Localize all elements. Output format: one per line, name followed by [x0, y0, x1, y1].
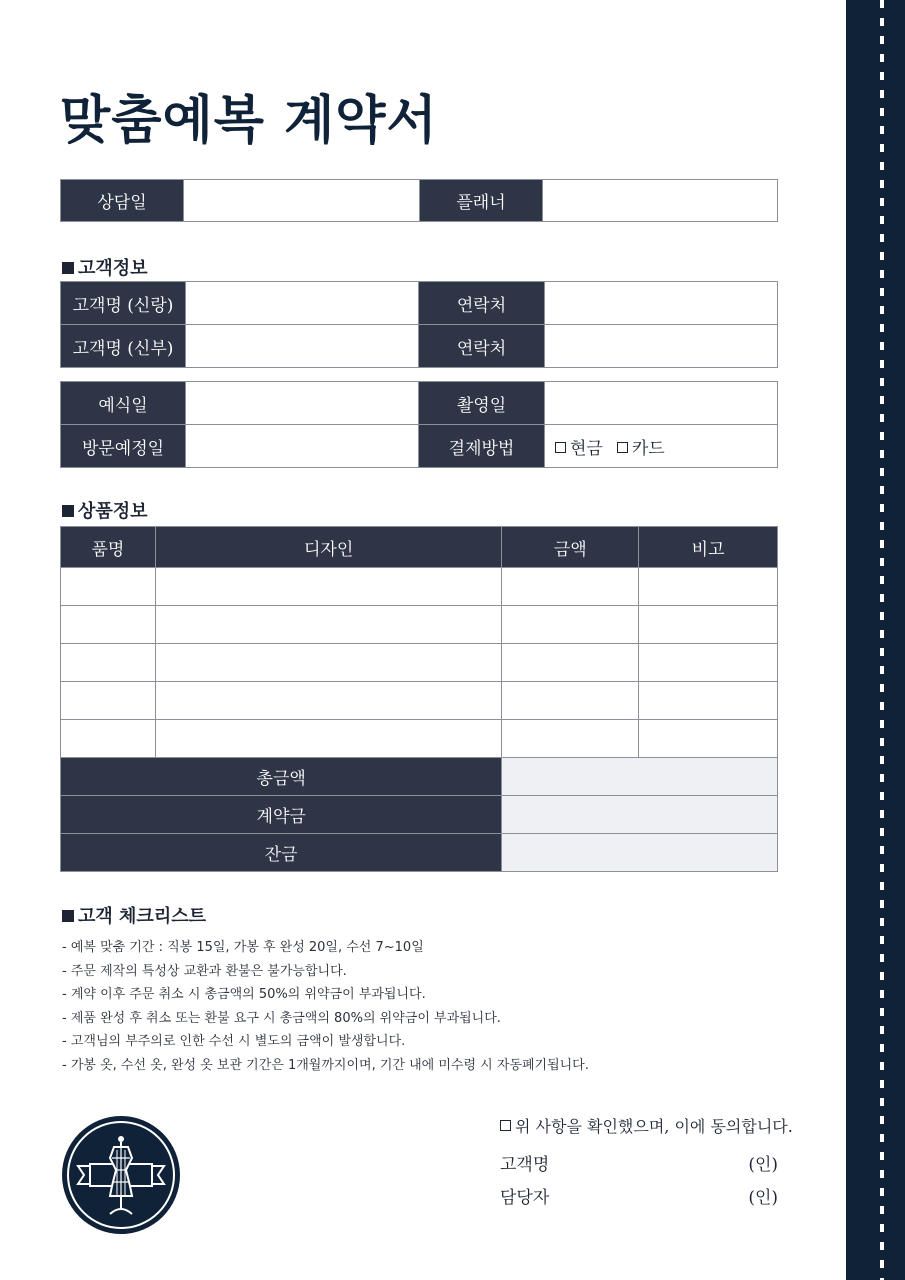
balance-label: 잔금 — [61, 834, 502, 872]
table-row — [61, 720, 778, 758]
consult-date-field[interactable] — [184, 180, 420, 221]
price-cell[interactable] — [502, 720, 639, 758]
item-cell[interactable] — [61, 568, 156, 606]
contact2-label: 연락처 — [419, 325, 545, 367]
item-cell[interactable] — [61, 720, 156, 758]
payment-method-options — [545, 425, 777, 467]
price-cell[interactable] — [502, 682, 639, 720]
list-item: - 계약 이후 주문 취소 시 총금액의 50%의 위약금이 부과됩니다. — [62, 987, 426, 1002]
customer-sign-label: 고객명 — [500, 1155, 550, 1175]
list-item: - 고객님의 부주의로 인한 수선 시 별도의 금액이 발생합니다. — [62, 1034, 406, 1049]
stitch-line — [880, 0, 884, 1280]
customer-seal-mark[interactable]: (인) — [748, 1155, 778, 1175]
photo-date-label: 촬영일 — [419, 382, 545, 424]
side-band — [846, 0, 905, 1280]
schedule-box — [60, 381, 778, 468]
design-cell[interactable] — [155, 644, 501, 682]
design-cell[interactable] — [155, 682, 501, 720]
col-header-item: 품명 — [61, 527, 156, 568]
wedding-date-label: 예식일 — [61, 382, 186, 424]
checkbox-icon[interactable] — [500, 1120, 511, 1131]
customer-section-title: 고객정보 — [62, 254, 148, 280]
checklist-section-title: 고객 체크리스트 — [62, 902, 206, 928]
contact1-label: 연락처 — [419, 282, 545, 324]
design-cell[interactable] — [155, 720, 501, 758]
note-cell[interactable] — [639, 720, 778, 758]
product-table — [60, 526, 778, 872]
design-cell[interactable] — [155, 568, 501, 606]
checkbox-icon[interactable] — [617, 442, 628, 453]
note-cell[interactable] — [639, 568, 778, 606]
deposit-label: 계약금 — [61, 796, 502, 834]
square-bullet-icon — [62, 262, 74, 274]
square-bullet-icon — [62, 505, 74, 517]
item-cell[interactable] — [61, 606, 156, 644]
planner-field[interactable] — [543, 180, 777, 221]
payment-method-label: 결제방법 — [419, 425, 545, 467]
staff-sign-label: 담당자 — [500, 1188, 550, 1208]
item-cell[interactable] — [61, 644, 156, 682]
bride-label: 고객명 (신부) — [61, 325, 186, 367]
visit-date-field[interactable] — [186, 425, 419, 467]
deposit-field[interactable] — [502, 796, 778, 834]
col-header-price: 금액 — [502, 527, 639, 568]
item-cell[interactable] — [61, 682, 156, 720]
staff-seal-mark[interactable]: (인) — [748, 1188, 778, 1208]
table-row — [61, 568, 778, 606]
dress-form-icon — [60, 1114, 182, 1236]
total-amount-field[interactable] — [502, 758, 778, 796]
checkbox-icon[interactable] — [555, 442, 566, 453]
consult-label: 상담일 — [61, 180, 184, 221]
price-cell[interactable] — [502, 606, 639, 644]
square-bullet-icon — [62, 910, 74, 922]
list-item: - 주문 제작의 특성상 교환과 환불은 불가능합니다. — [62, 963, 347, 979]
agreement-checkbox[interactable]: 위 사항을 확인했으며, 이에 동의합니다. — [500, 1114, 793, 1137]
customer-sign-row — [500, 1150, 778, 1175]
product-section-title: 상품정보 — [62, 497, 148, 523]
payment-card-option[interactable]: 카드 — [617, 434, 665, 459]
groom-name-field[interactable] — [186, 282, 419, 324]
total-amount-label: 총금액 — [61, 758, 502, 796]
page-title: 맞춤예복 계약서 — [60, 90, 438, 151]
bride-contact-field[interactable] — [545, 325, 777, 367]
price-cell[interactable] — [502, 644, 639, 682]
list-item: - 가봉 옷, 수선 옷, 완성 옷 보관 기간은 1개월까지이며, 기간 내에 미수령 시 자동폐기됩니다. — [62, 1057, 589, 1073]
note-cell[interactable] — [639, 606, 778, 644]
checklist — [62, 936, 589, 1077]
bride-name-field[interactable] — [186, 325, 419, 367]
price-cell[interactable] — [502, 568, 639, 606]
consult-row — [60, 179, 778, 222]
list-item: - 예복 맞춤 기간 : 직봉 15일, 가봉 후 완성 20일, 수선 7~10일 — [62, 940, 424, 955]
photo-date-field[interactable] — [545, 382, 777, 424]
groom-label: 고객명 (신랑) — [61, 282, 186, 324]
groom-contact-field[interactable] — [545, 282, 777, 324]
table-row — [61, 644, 778, 682]
staff-sign-row — [500, 1183, 778, 1208]
table-row — [61, 682, 778, 720]
payment-cash-option[interactable]: 현금 — [555, 434, 603, 459]
col-header-note: 비고 — [639, 527, 778, 568]
design-cell[interactable] — [155, 606, 501, 644]
wedding-date-field[interactable] — [186, 382, 419, 424]
table-row — [61, 606, 778, 644]
balance-field[interactable] — [502, 834, 778, 872]
visit-date-label: 방문예정일 — [61, 425, 186, 467]
note-cell[interactable] — [639, 644, 778, 682]
list-item: - 제품 완성 후 취소 또는 환불 요구 시 총금액의 80%의 위약금이 부과됩니다. — [62, 1010, 501, 1026]
note-cell[interactable] — [639, 682, 778, 720]
planner-label: 플래너 — [420, 180, 543, 221]
col-header-design: 디자인 — [155, 527, 501, 568]
customer-box — [60, 281, 778, 368]
